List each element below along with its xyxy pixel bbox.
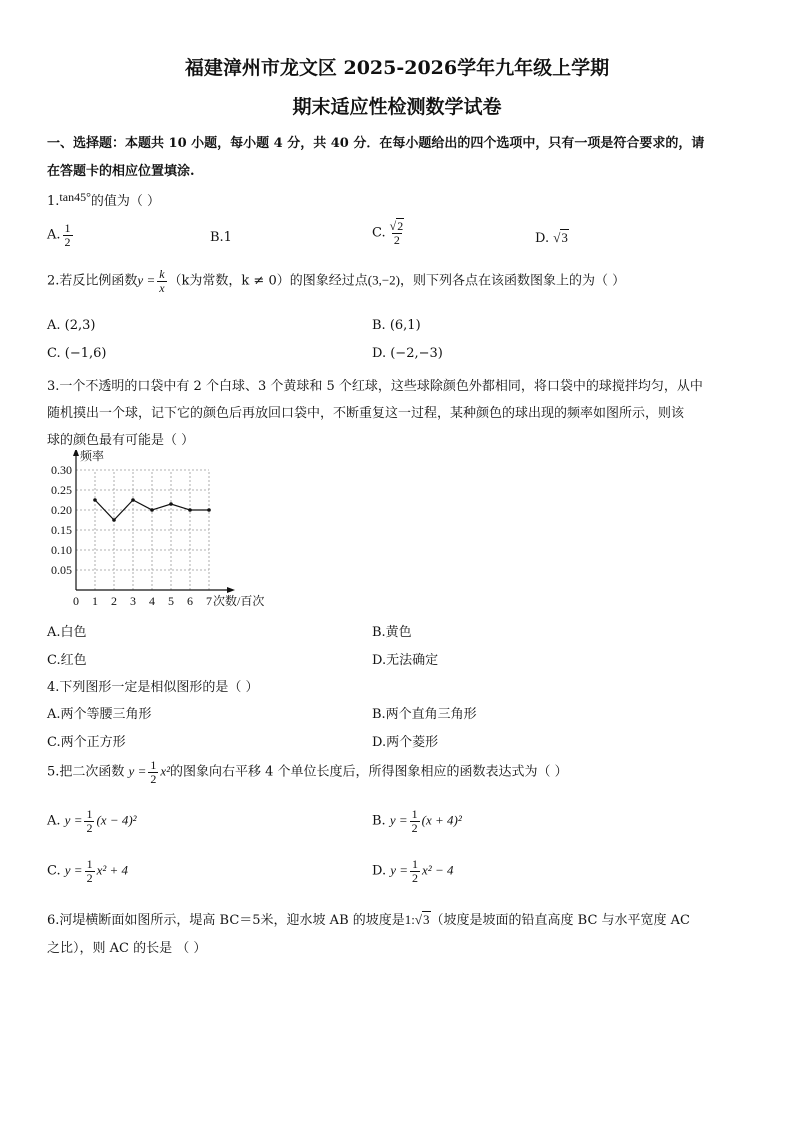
q5-option-a: A. y = $\frac{1}{2}$ (x − 4)²: [47, 807, 137, 835]
q5-option-b: B. y = $\frac{1}{2}$ (x + 4)²: [372, 807, 462, 835]
x-tick-label-4: 4: [149, 594, 155, 608]
x-tick-label-7: 7: [206, 594, 212, 608]
y-tick-label-4: 0.25: [51, 483, 72, 497]
data-point-1: [93, 498, 97, 502]
y-tick-label-3: 0.20: [51, 503, 72, 517]
q4-option-b: B.两个直角三角形: [372, 707, 477, 722]
data-point-5: [169, 502, 173, 506]
y-tick-label-0: 0.05: [51, 563, 72, 577]
y-tick-label-2: 0.15: [51, 523, 72, 537]
q2-option-b: B. (6,1): [372, 318, 421, 333]
section-heading-line2: 在答题卡的相应位置填涂.: [47, 164, 195, 179]
q4-option-c: C.两个正方形: [47, 735, 126, 750]
q1-option-d: D. √3: [535, 230, 568, 246]
x-tick-label-5: 5: [168, 594, 174, 608]
q1-option-a-fraction: $\frac{1}{2}$: [64, 221, 71, 249]
question-4-stem: 4.下列图形一定是相似图形的是（ ）: [47, 680, 259, 695]
q2-option-a: A. (2,3): [47, 318, 96, 333]
x-axis-arrow: [227, 587, 235, 593]
q2-option-c: C. (−1,6): [47, 346, 107, 361]
q1-stem-text: 的值为（ ）: [90, 194, 161, 209]
data-point-6: [188, 508, 192, 512]
q1-option-c-fraction: $\frac{√2}{2}$: [389, 219, 404, 247]
question-1-stem: [47, 190, 160, 209]
frequency-line-chart: [40, 450, 280, 620]
data-point-7: [207, 508, 211, 512]
q1-option-a: [47, 222, 75, 248]
q1-option-c: [372, 220, 408, 246]
q2-option-d: D. (−2,−3): [372, 346, 443, 361]
q5-option-c: C. y = $\frac{1}{2}$ x² + 4: [47, 857, 129, 885]
q1-number: 1.: [47, 194, 60, 209]
exam-title-line1: 福建漳州市龙文区 2025-2026学年九年级上学期: [184, 57, 610, 79]
question-2-stem: 2.若反比例函数y = $\frac{k}{x}$ （k为常数，k ≠ 0）的图象经过点(3,−2)，则下列各点在该函数图象上的为（ ）: [47, 267, 626, 295]
data-point-2: [112, 518, 116, 522]
q1-option-b: B.1: [210, 230, 232, 245]
chart-x-axis-label: 次数/百次: [213, 594, 265, 608]
chart-y-axis-label: 频率: [80, 450, 105, 463]
y-tick-label-1: 0.10: [51, 543, 72, 557]
data-point-4: [150, 508, 154, 512]
x-tick-label-1: 1: [92, 594, 98, 608]
exam-title-line2: 期末适应性检测数学试卷: [292, 96, 502, 118]
question-3-line3: 球的颜色最有可能是（ ）: [47, 433, 195, 448]
x-tick-label-2: 2: [111, 594, 117, 608]
chart-axes: [73, 450, 235, 593]
data-point-3: [131, 498, 135, 502]
q1-option-c-label: C.: [372, 225, 386, 241]
q2-fraction: $\frac{k}{x}$: [159, 267, 165, 295]
q3-option-b: B.黄色: [372, 625, 412, 640]
q4-option-a: A.两个等腰三角形: [47, 707, 152, 722]
question-3-line2: 随机摸出一个球，记下它的颜色后再放回口袋中，不断重复这一过程，某种颜色的球出现的频率如图所示，则该: [47, 406, 685, 421]
x-tick-label-6: 6: [187, 594, 193, 608]
q3-option-c: C.红色: [47, 653, 87, 668]
y-axis-arrow: [73, 450, 79, 456]
chart-ticks: [51, 463, 212, 608]
y-tick-label-5: 0.30: [51, 463, 72, 477]
q1-option-d-label: D.: [535, 231, 550, 246]
question-6-line1: 6.河堤横断面如图所示，堤高 BC＝5米，迎水坡 AB 的坡度是1:√3（坡度是坡面的铅直高度 BC 与水平宽度 AC: [47, 912, 691, 928]
q4-option-d: D.两个菱形: [372, 735, 439, 750]
chart-grid: [76, 470, 209, 590]
q1-option-a-label: A.: [47, 227, 61, 243]
x-tick-label-0: 0: [73, 594, 79, 608]
q3-option-a: A.白色: [47, 625, 87, 640]
section-heading-line1: 一、选择题：本题共 10 小题，每小题 4 分，共 40 分．在每小题给出的四个选项中，只有一项是符合要求的，请: [47, 136, 705, 151]
x-tick-label-3: 3: [130, 594, 136, 608]
q1-expression: tan45°: [59, 190, 91, 204]
q3-option-d: D.无法确定: [372, 653, 439, 668]
q5-option-d: D. y = $\frac{1}{2}$ x² − 4: [372, 857, 454, 885]
question-6-line2: 之比），则 AC 的长是 （ ）: [47, 941, 207, 956]
question-3-line1: 3.一个不透明的口袋中有 2 个白球、3 个黄球和 5 个红球，这些球除颜色外都相同，将口袋中的球搅拌均匀，从中: [47, 379, 703, 394]
question-5-stem: 5.把二次函数 y = $\frac{1}{2}$ x²的图象向右平移 4 个单位长度后，所得图象相应的函数表达式为（ ）: [47, 758, 568, 786]
